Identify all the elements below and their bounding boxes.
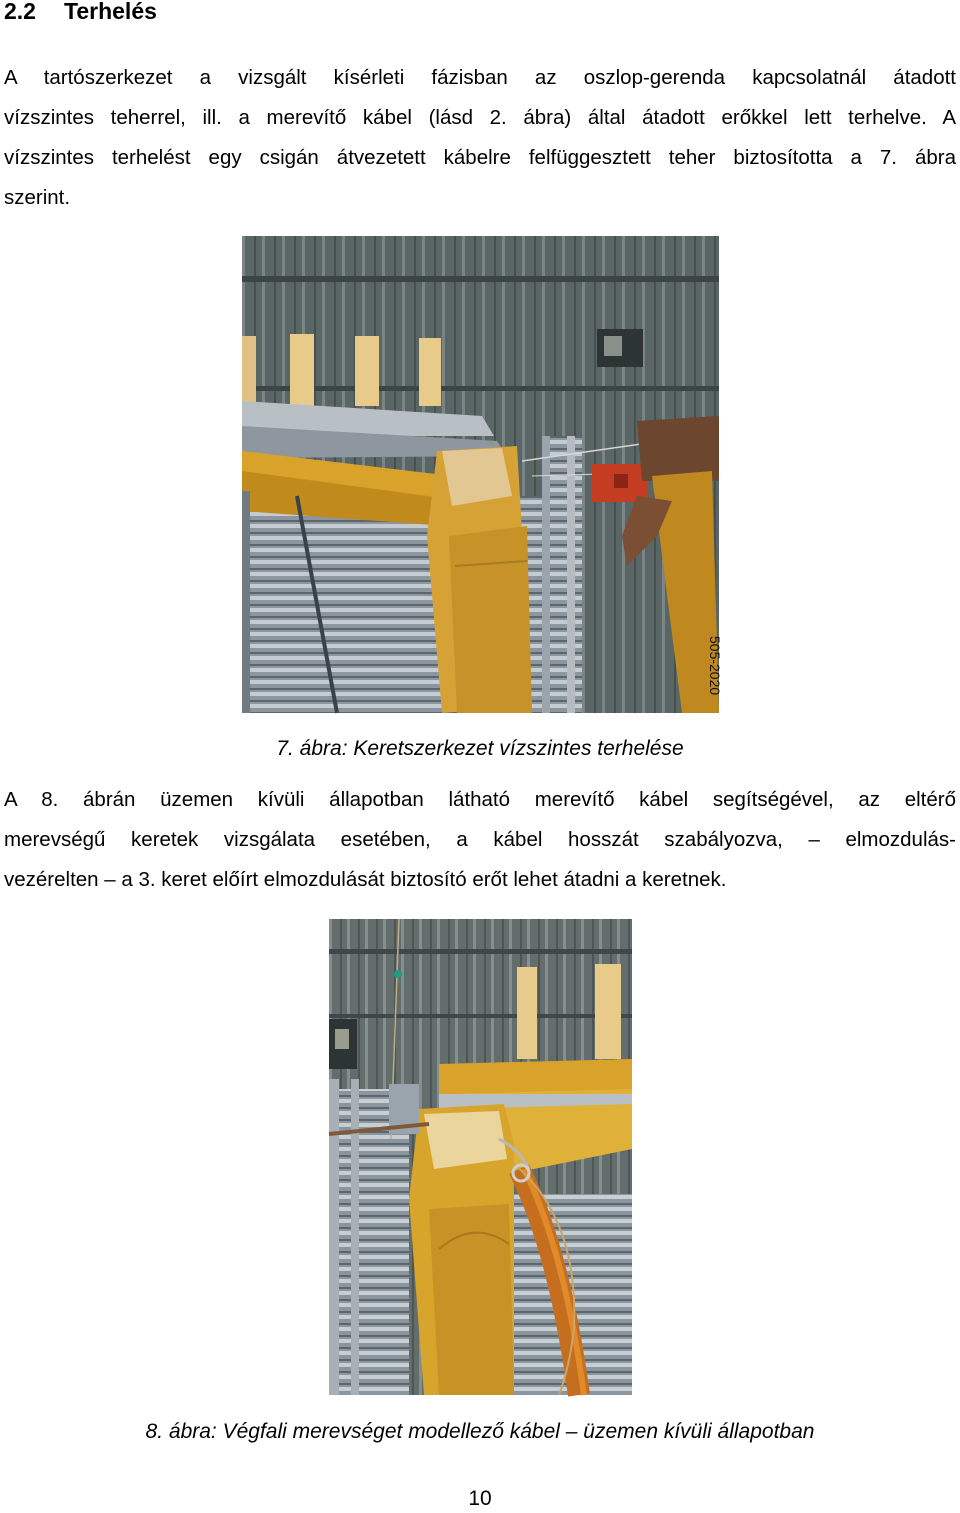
figure-8-photo — [329, 919, 632, 1395]
paragraph-1-line: A tartószerkezet a vizsgált kísérleti fázisban az oszlop-gerenda kapcsolatnál átadott — [4, 66, 956, 89]
section-number: 2.2 — [4, 0, 36, 24]
paragraph-2-line: merevségű keretek vizsgálata esetében, a kábel hosszát szabályozva, – elmozdulás- — [4, 828, 956, 851]
figure-7-photo — [242, 236, 723, 713]
figure-7-caption: 7. ábra: Keretszerkezet vízszintes terhelése — [276, 737, 684, 760]
paragraph-2-line: A 8. ábrán üzemen kívüli állapotban látható merevítő kábel segítségével, az eltérő — [4, 788, 956, 811]
paragraph-1-line: szerint. — [4, 186, 71, 209]
paragraph-1-line: vízszintes terhelést egy csigán átvezetett kábelre felfüggesztett teher biztosította a 7. ábra — [4, 146, 956, 169]
paragraph-1 — [4, 58, 956, 218]
paragraph-2-line: vezérelten – a 3. keret előírt elmozdulását biztosító erőt lehet átadni a keretnek. — [4, 868, 727, 891]
figure-7-overlay-text: 505-2020 — [707, 636, 723, 696]
figure-8-caption: 8. ábra: Végfali merevséget modellező kábel – üzemen kívüli állapotban — [145, 1420, 815, 1443]
section-title: Terhelés — [64, 0, 157, 24]
page-number: 10 — [468, 1487, 492, 1510]
section-heading — [4, 0, 157, 25]
paragraph-2 — [4, 780, 956, 900]
paragraph-1-line: vízszintes teherrel, ill. a merevítő kábel (lásd 2. ábra) által átadott erőkkel lett terhelve. A — [4, 106, 956, 129]
